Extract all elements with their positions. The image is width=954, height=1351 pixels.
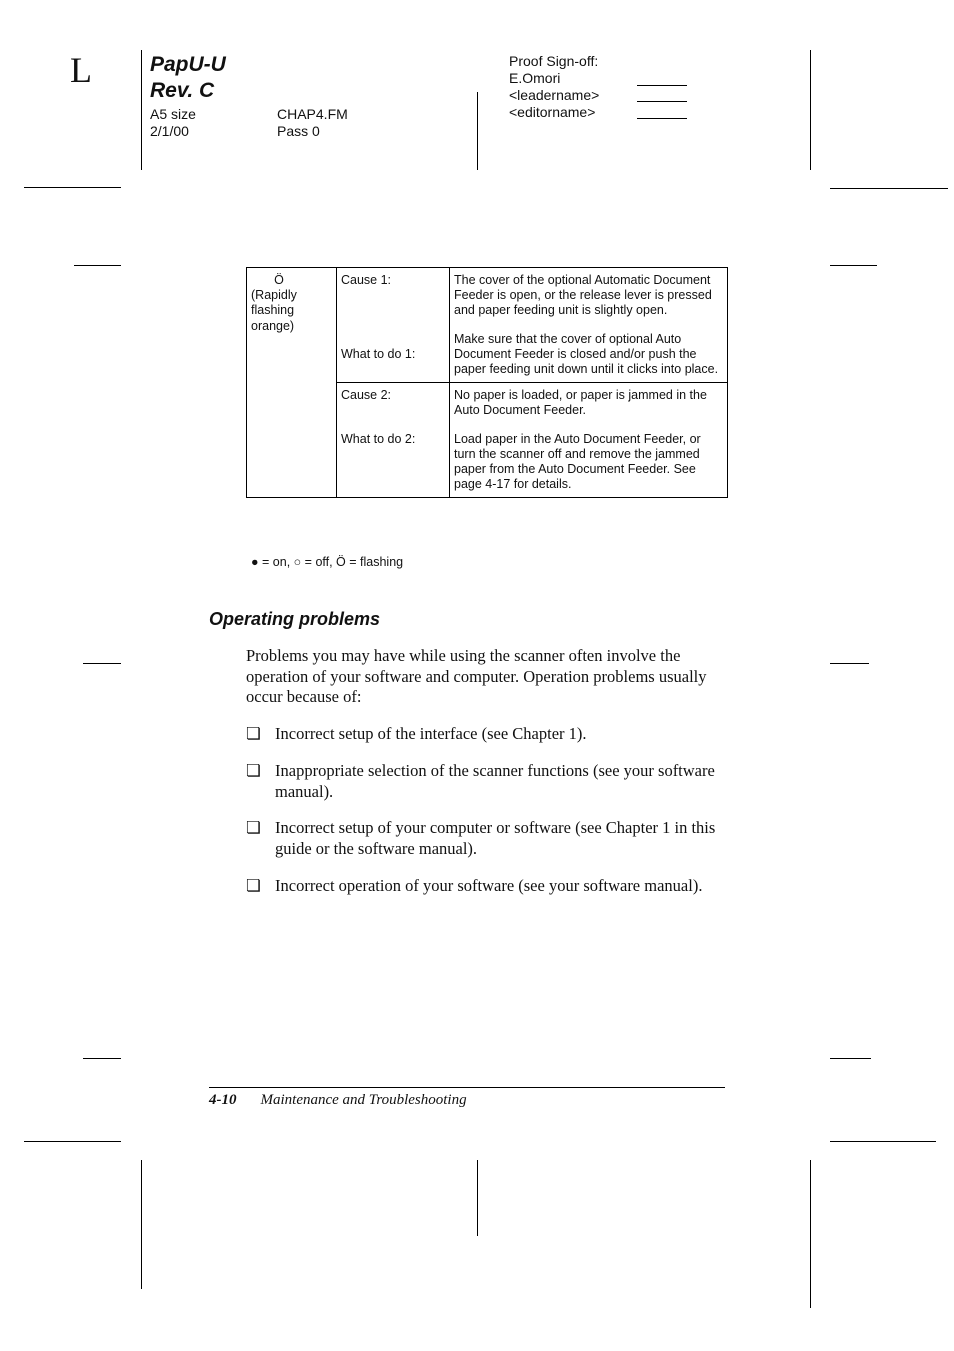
flashing-light-icon: Ö [274, 273, 284, 287]
crop-mark [477, 92, 478, 170]
cause-label: Cause 2: [341, 388, 392, 403]
list-item-text: Incorrect setup of your computer or software (see Chapter 1 in this guide or the software manual). [275, 818, 716, 858]
status-light-table [246, 267, 728, 498]
crop-mark [24, 1141, 121, 1142]
label-cell [337, 383, 450, 498]
corner-letter: L [70, 50, 92, 90]
crop-mark [830, 1141, 936, 1142]
action-text: Make sure that the cover of optional Auto Document Feeder is closed and/or push the paper feeding unit down until it clicks into place. [454, 331, 719, 377]
proof-signoff-label: Proof Sign-off: [509, 53, 599, 69]
page-number: 4-10 [209, 1092, 237, 1108]
signature-line [637, 85, 687, 86]
list-item-text: Incorrect operation of your software (see your software manual). [275, 876, 703, 895]
table-legend: ● = on, ○ = off, Ö = flashing [251, 555, 404, 569]
project-title-line1: PapU-U [150, 53, 226, 76]
checkbox-bullet-icon: ❏ [246, 724, 261, 743]
crop-mark [810, 50, 811, 170]
cause-text: The cover of the optional Automatic Document Feeder is open, or the release lever is pressed and paper feeding unit is slightly open. [454, 273, 712, 318]
cause-label: Cause 1: [341, 273, 392, 287]
action-text: Load paper in the Auto Document Feeder, or turn the scanner off and remove the jammed paper from the Auto Document Feeder. See page 4-17 for details. [454, 431, 701, 492]
signature-line [637, 118, 687, 119]
crop-mark [83, 663, 121, 664]
footer-rule [209, 1087, 725, 1088]
list-item-text: Incorrect setup of the interface (see Chapter 1). [275, 724, 587, 743]
crop-mark [830, 265, 877, 266]
action-label: What to do 1: [341, 347, 416, 362]
proof-name: <leadername> [509, 87, 600, 103]
label-cell [337, 268, 450, 383]
checkbox-bullet-icon: ❏ [246, 876, 261, 895]
doc-date: 2/1/00 [150, 123, 189, 139]
crop-mark [477, 1160, 478, 1236]
chapter-title: Maintenance and Troubleshooting [260, 1092, 467, 1108]
proof-name: E.Omori [509, 70, 561, 86]
checkbox-bullet-icon: ❏ [246, 761, 261, 780]
page-size: A5 size [150, 106, 196, 122]
crop-mark [24, 187, 121, 188]
crop-mark [810, 1160, 811, 1308]
indicator-cell [247, 268, 337, 498]
crop-mark [141, 1160, 142, 1289]
section-heading: Operating problems [209, 609, 381, 629]
table-row [247, 268, 728, 383]
action-label: What to do 2: [341, 432, 416, 447]
crop-mark [141, 50, 142, 170]
project-title-line2: Rev. C [150, 79, 215, 102]
proof-name: <editorname> [509, 104, 596, 120]
crop-mark [830, 663, 869, 664]
page-footer [209, 1090, 467, 1110]
pass-number: Pass 0 [277, 123, 320, 139]
text-cell [450, 268, 728, 383]
list-item-text: Inappropriate selection of the scanner functions (see your software manual). [275, 761, 715, 801]
crop-mark [830, 1058, 871, 1059]
file-name: CHAP4.FM [277, 106, 348, 122]
checkbox-bullet-icon: ❏ [246, 818, 261, 837]
crop-mark [74, 265, 121, 266]
intro-paragraph: Problems you may have while using the scanner often involve the operation of your software and computer. Operation problems usually occur because of: [246, 646, 707, 706]
crop-mark [83, 1058, 121, 1059]
signature-line [637, 101, 687, 102]
project-title [150, 52, 226, 104]
indicator-description: (Rapidly flashing orange) [251, 288, 297, 333]
cause-text: No paper is loaded, or paper is jammed in the Auto Document Feeder. [454, 388, 707, 418]
text-cell [450, 383, 728, 498]
crop-mark [830, 188, 948, 189]
